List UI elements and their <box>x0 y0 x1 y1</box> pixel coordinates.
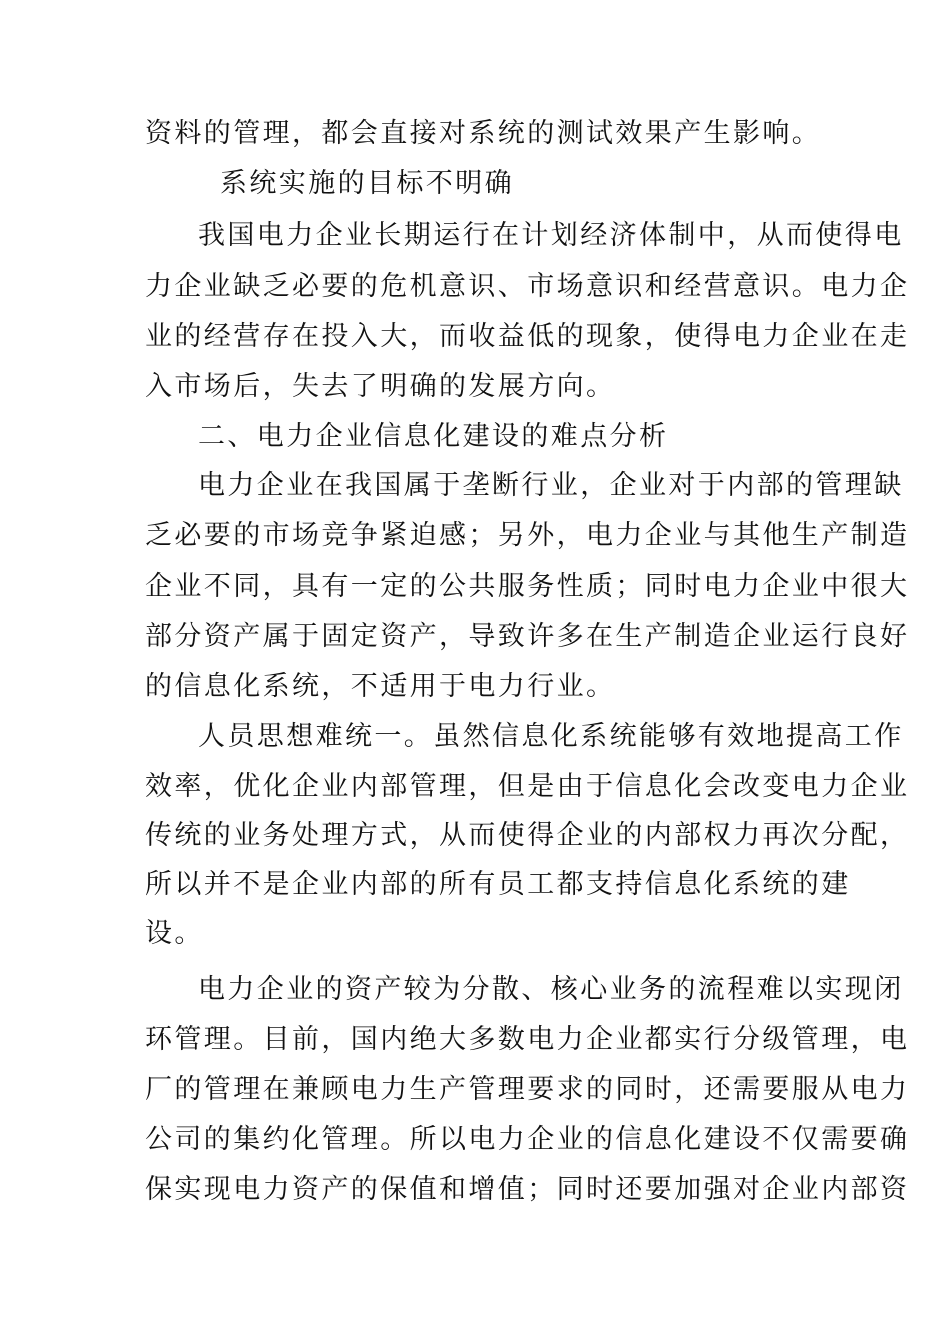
paragraph-line: 乏必要的市场竞争紧迫感；另外，电力企业与其他生产制造 <box>145 520 910 551</box>
paragraph-line: 业的经营存在投入大，而收益低的现象，使得电力企业在走 <box>145 321 910 352</box>
paragraph-line: 的信息化系统，不适用于电力行业。 <box>145 671 616 702</box>
paragraph-line: 环管理。目前，国内绝大多数电力企业都实行分级管理，电 <box>145 1024 910 1055</box>
paragraph-line: 我国电力企业长期运行在计划经济体制中，从而使得电 <box>198 220 904 251</box>
paragraph-line: 设。 <box>145 918 204 949</box>
paragraph-line: 效率，优化企业内部管理，但是由于信息化会改变电力企业 <box>145 771 910 802</box>
paragraph-line: 电力企业的资产较为分散、核心业务的流程难以实现闭 <box>198 974 904 1005</box>
paragraph-line: 电力企业在我国属于垄断行业，企业对于内部的管理缺 <box>198 470 904 501</box>
paragraph-line: 部分资产属于固定资产，导致许多在生产制造企业运行良好 <box>145 621 910 652</box>
paragraph-line: 厂的管理在兼顾电力生产管理要求的同时，还需要服从电力 <box>145 1074 910 1105</box>
paragraph-line: 保实现电力资产的保值和增值；同时还要加强对企业内部资 <box>145 1174 910 1205</box>
paragraph-line: 人员思想难统一。虽然信息化系统能够有效地提高工作 <box>198 721 904 752</box>
paragraph-line: 资料的管理，都会直接对系统的测试效果产生影响。 <box>145 118 822 149</box>
paragraph-line: 入市场后，失去了明确的发展方向。 <box>145 371 616 402</box>
paragraph-line: 公司的集约化管理。所以电力企业的信息化建设不仅需要确 <box>145 1124 910 1155</box>
paragraph-line: 力企业缺乏必要的危机意识、市场意识和经营意识。电力企 <box>145 271 910 302</box>
paragraph-line: 所以并不是企业内部的所有员工都支持信息化系统的建 <box>145 869 851 900</box>
section-heading: 二、电力企业信息化建设的难点分析 <box>198 421 669 452</box>
section-heading: 系统实施的目标不明确 <box>220 168 514 199</box>
paragraph-line: 传统的业务处理方式，从而使得企业的内部权力再次分配， <box>145 820 910 851</box>
paragraph-line: 企业不同，具有一定的公共服务性质；同时电力企业中很大 <box>145 571 910 602</box>
